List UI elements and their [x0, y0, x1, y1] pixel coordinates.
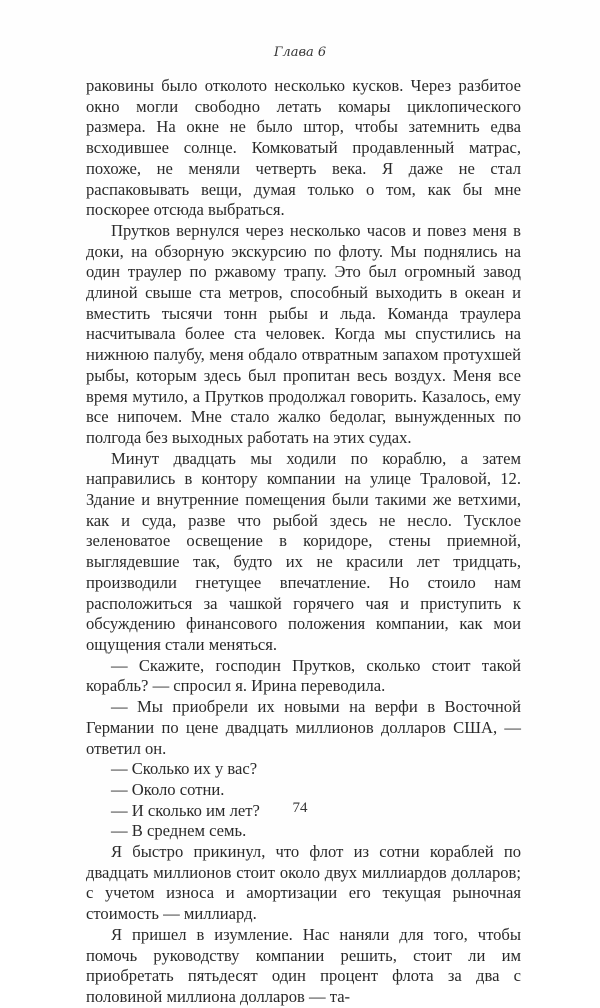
paragraph: Минут двадцать мы ходили по кораблю, а затем направились в контору компании на улице Траловой, 12. Здание и внутренние помещения были такими же ветхими, как и суда, разве что рыбой здесь не несло. Тусклое зеленоватое освещение в коридоре, стены приемной, выглядевшие так, будто их не красили лет тридцать, производили гнетущее впечатление. Но стоило нам расположиться за чашкой горячего чая и приступить к обсуждению финансового положения компании, как мои ощущения стали меняться. [86, 448, 521, 654]
paragraph: Я пришел в изумление. Нас наняли для того, чтобы помочь руководству компании решить, стоит ли им приобретать пятьдесят один процент флота за два с половиной миллиона долларов — та- [86, 924, 521, 1006]
running-head: Глава 6 [273, 45, 327, 60]
dialogue-line: — В среднем семь. [111, 821, 247, 841]
paragraph: Я быстро прикинул, что флот из сотни кораблей по двадцать миллионов стоит около двух миллиардов долларов; с учетом износа и амортизации его текущая рыночная стоимость — миллиард. [86, 842, 521, 924]
dialogue-line: — Около сотни. [111, 779, 225, 799]
paragraph: Прутков вернулся через несколько часов и повез меня в доки, на обзорную экскурсию по флоту. Мы поднялись на один траулер по ржавому трапу. Это был огромный завод длиной свыше ста метров, способный выходить в океан и вместить тысячи тонн рыбы и льда. Команда траулера насчитывала более ста человек. Когда мы спустились на нижнюю палубу, меня обдало отвратным запахом протухшей рыбы, которым здесь был пропитан весь воздух. Меня все время мутило, а Прутков продолжал говорить. Казалось, ему все нипочем. Мне стало жалко бедолаг, вынужденных по полгода без выходных работать на этих судах. [86, 220, 521, 447]
body-text [86, 76, 521, 1008]
dialogue-line: — И сколько им лет? [111, 800, 260, 820]
paragraph: раковины было отколото несколько кусков. Через разбитое окно могли свободно летать комары циклопического размера. На окне не было штор, чтобы затемнить едва всходившее солнце. Комковатый продавленный матрас, похоже, не меняли четверть века. Я даже не стал распаковывать вещи, думая только о том, как бы мне поскорее отсюда выбраться. [86, 76, 521, 220]
dialogue-line: — Мы приобрели их новыми на верфи в Восточной Германии по цене двадцать миллионов долларов США, — ответил он. [86, 697, 521, 758]
page-number: 74 [292, 800, 308, 816]
dialogue-line: — Сколько их у вас? [111, 759, 258, 779]
dialogue-line: — Скажите, господин Прутков, сколько стоит такой корабль? — спросил я. Ирина переводила. [86, 655, 521, 696]
